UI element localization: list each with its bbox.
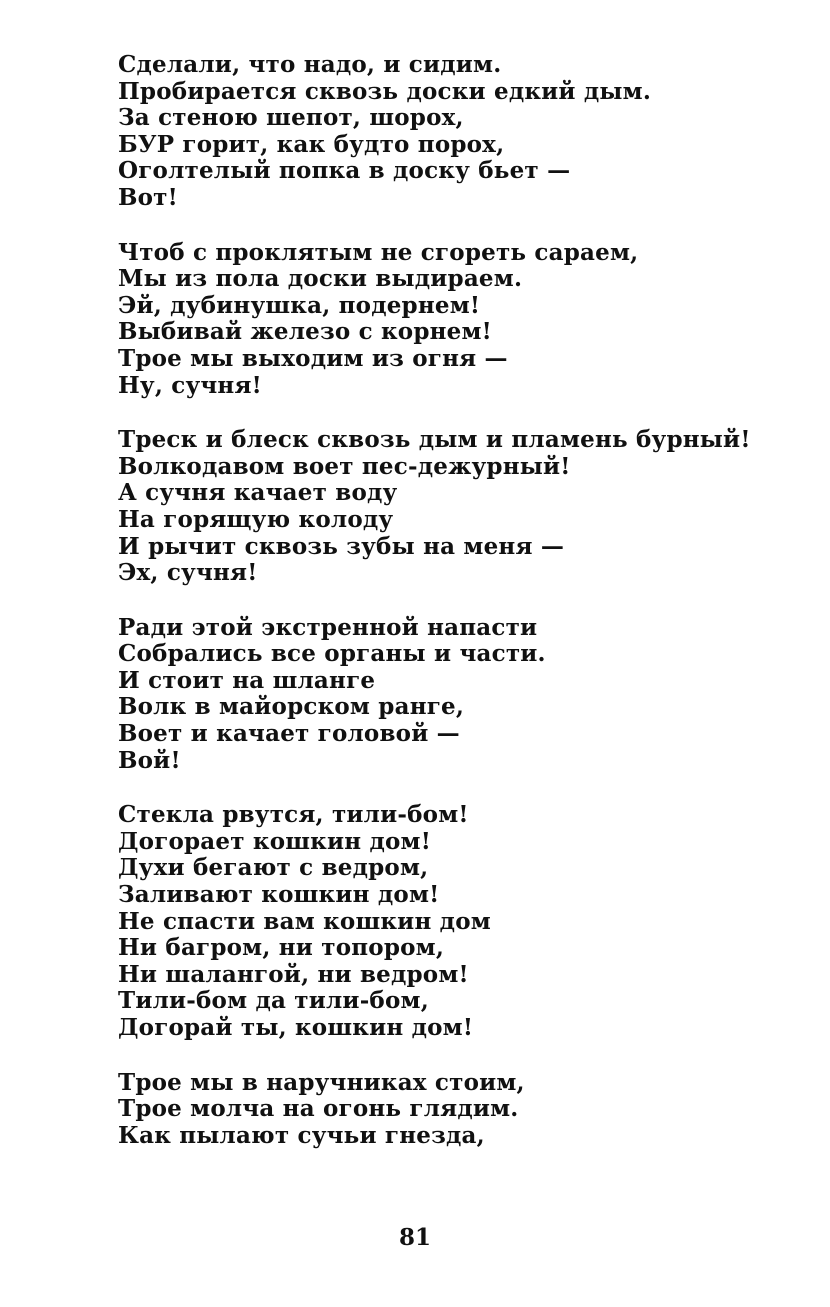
poem-line: Чтоб с проклятым не сгореть сараем, xyxy=(118,238,639,266)
poem-line: Волкодавом воет пес-дежурный! xyxy=(118,452,571,480)
poem-line: Заливают кошкин дом! xyxy=(118,881,440,909)
poem-line: Ни шалангой, ни ведром! xyxy=(118,960,469,988)
poem-line: Трое молча на огонь глядим. xyxy=(118,1095,519,1123)
poem-line: Не спасти вам кошкин дом xyxy=(118,907,491,935)
stanza-2 xyxy=(118,240,798,400)
poem-line: Вой! xyxy=(118,746,181,774)
poem-line: На горящую колоду xyxy=(118,505,394,533)
stanza-6 xyxy=(118,1070,798,1150)
poem-line: И стоит на шланге xyxy=(118,666,376,694)
poem-line: Догорай ты, кошкин дом! xyxy=(118,1014,474,1041)
poem-line: Эй, дубинушка, подернем! xyxy=(118,291,481,319)
poem-line: Треск и блеск сквозь дым и пламень бурный! xyxy=(118,426,751,454)
poem-line: Трое мы выходим из огня — xyxy=(118,344,508,372)
poem-line: Трое мы в наручниках стоим, xyxy=(118,1068,525,1096)
poem-line: Сделали, что надо, и сидим. xyxy=(118,51,502,78)
poem-line: А сучня качает воду xyxy=(118,479,398,507)
poem-line: Волк в майорском ранге, xyxy=(118,693,465,721)
poem-line: За стеною шепот, шорох, xyxy=(118,104,464,132)
poem-line: Тили-бом да тили-бом, xyxy=(118,987,429,1015)
poem-line: Духи бегают с ведром, xyxy=(118,854,429,882)
poem-line: Пробирается сквозь доски едкий дым. xyxy=(118,77,652,105)
poem-line: Догорает кошкин дом! xyxy=(118,827,432,855)
poem-line: И рычит сквозь зубы на меня — xyxy=(118,532,565,560)
stanza-1 xyxy=(118,52,798,212)
poem-line: Собрались все органы и части. xyxy=(118,640,546,668)
poem-line: Ни багром, ни топором, xyxy=(118,934,445,962)
stanza-4 xyxy=(118,615,798,775)
poem-line: Выбивай железо с корнем! xyxy=(118,318,492,346)
stanza-3 xyxy=(118,427,798,587)
poem-line: Ну, сучня! xyxy=(118,371,262,399)
poem-line: Как пылают сучьи гнезда, xyxy=(118,1121,485,1149)
poem-text xyxy=(118,52,798,1177)
poem-line: Вот! xyxy=(118,183,178,211)
page-number: 81 xyxy=(398,1224,431,1251)
poem-line: Воет и качает головой — xyxy=(118,720,460,748)
stanza-5 xyxy=(118,802,798,1041)
poem-line: Ради этой экстренной напасти xyxy=(118,613,538,641)
poem-line: БУР горит, как будто порох, xyxy=(118,130,505,158)
poem-line: Эх, сучня! xyxy=(118,559,258,587)
poem-line: Мы из пола доски выдираем. xyxy=(118,265,523,293)
poem-line: Оголтелый попка в доску бьет — xyxy=(118,157,571,185)
poem-line: Стекла рвутся, тили-бом! xyxy=(118,801,469,829)
